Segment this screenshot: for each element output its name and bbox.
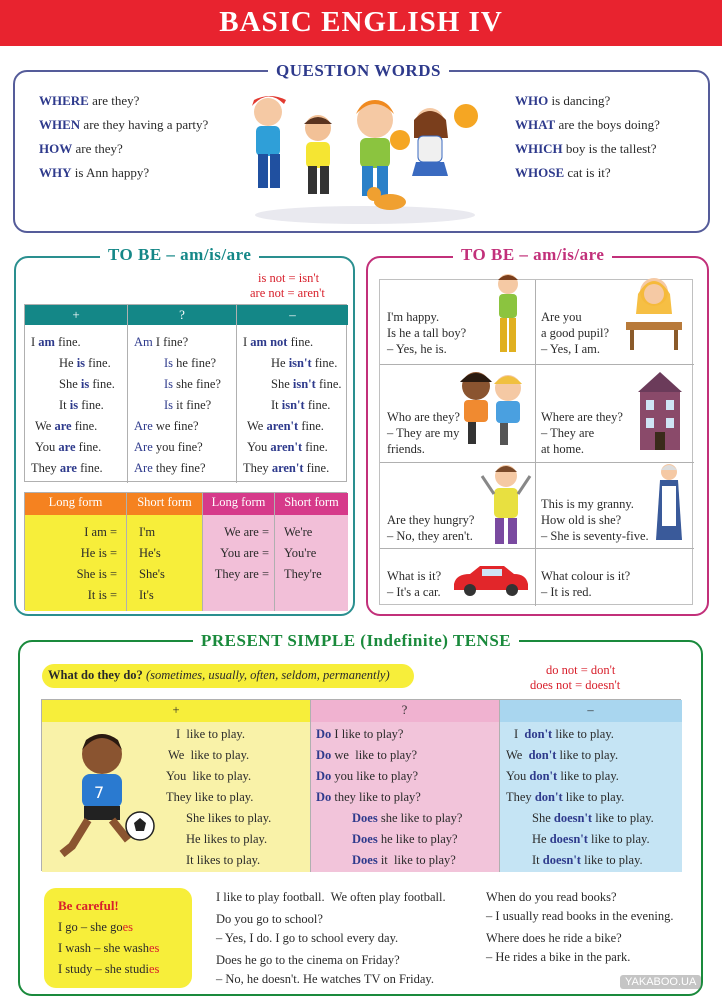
rest: fine. <box>298 419 324 433</box>
question-word: WHERE <box>39 93 89 108</box>
to-be-question-row <box>134 332 188 353</box>
rest: like to play. <box>587 832 650 846</box>
to-be-plus-row <box>35 416 97 437</box>
forms-header-short-2: Short form <box>284 495 339 509</box>
pronoun: You <box>35 440 59 454</box>
picture-cell-text <box>541 309 609 357</box>
verb: Does <box>352 832 378 846</box>
cell-line: – She is seventy-five. <box>541 529 649 543</box>
careful-ending: es <box>122 920 133 934</box>
pronoun: It <box>59 398 70 412</box>
forms-table <box>24 492 347 610</box>
short-form: He's <box>139 546 161 560</box>
cell-line: – It's a car. <box>387 585 441 599</box>
careful-base: I go – she go <box>58 920 123 934</box>
ps-question-row <box>352 829 458 850</box>
example-line: Do you go to school? <box>216 912 323 926</box>
cell-line: friends. <box>387 442 425 456</box>
to-be-minus-row <box>271 353 337 374</box>
pronoun: He <box>271 356 289 370</box>
verb: Do <box>316 748 332 762</box>
short-form: We're <box>284 525 313 539</box>
rest: like to play. <box>580 853 643 867</box>
question-rest: is Ann happy? <box>71 165 150 180</box>
to-be-question-row <box>164 395 211 416</box>
example-line: I like to play football. We often play football. <box>216 890 446 904</box>
rest: it like to play? <box>377 853 456 867</box>
question-word-row <box>39 141 123 157</box>
verb: am <box>38 335 55 349</box>
verb: isn't <box>292 377 316 391</box>
cell-line: This is my granny. <box>541 497 634 511</box>
to-be-plus-row <box>59 374 115 395</box>
cell-line: a good pupil? <box>541 326 610 340</box>
to-be-question-row <box>134 416 199 437</box>
verb: doesn't <box>549 832 588 846</box>
careful-base: I study – she studi <box>58 962 149 976</box>
watermark: YAKABOO.UA <box>620 975 701 989</box>
ps-minus-row <box>532 829 650 850</box>
picture-cell-text <box>387 568 441 600</box>
short-form: She's <box>139 567 165 581</box>
verb: Are <box>134 419 153 433</box>
cell-line: at home. <box>541 442 585 456</box>
rest: like to play. <box>552 727 614 741</box>
question-word-row <box>39 165 149 181</box>
verb: Is <box>164 356 174 370</box>
rest: they fine? <box>152 461 206 475</box>
verb: Does <box>352 853 378 867</box>
rest: we fine? <box>152 419 199 433</box>
pronoun: I <box>243 335 251 349</box>
long-form: You are = <box>220 546 269 560</box>
ps-minus-row <box>506 745 618 766</box>
pronoun: She <box>271 377 293 391</box>
verb: doesn't <box>553 811 593 825</box>
rest: I fine? <box>152 335 189 349</box>
to-be-question-row <box>164 353 216 374</box>
long-form: He is = <box>80 546 117 560</box>
question-rest: cat is it? <box>564 165 611 180</box>
rest: fine. <box>304 398 331 412</box>
pronoun: We <box>247 419 267 433</box>
to-be-question-row <box>134 458 206 479</box>
long-form: It is = <box>87 588 117 602</box>
forms-header-short-1: Short form <box>137 495 192 509</box>
pronoun: They <box>243 461 272 475</box>
rest: it fine? <box>173 398 212 412</box>
question-pill <box>42 664 414 688</box>
long-form: They are = <box>214 567 269 581</box>
careful-line <box>58 941 159 956</box>
granny-illustration <box>654 462 684 544</box>
pronoun: He <box>59 356 77 370</box>
pronoun: I <box>31 335 39 349</box>
example-line: Does he go to the cinema on Friday? <box>216 953 400 967</box>
rest: like to play. <box>556 748 619 762</box>
verb: is <box>76 356 86 370</box>
ps-question-row <box>316 745 417 766</box>
ps-minus-row <box>514 724 614 745</box>
rest: fine. <box>303 461 330 475</box>
rest: you fine? <box>152 440 203 454</box>
to-be-minus-row <box>271 374 342 395</box>
ps-question-row <box>352 850 456 871</box>
to-be-contraction-2: are not = aren't <box>250 286 325 300</box>
pronoun: We <box>35 419 55 433</box>
page-header <box>0 0 722 46</box>
verb: doesn't <box>542 853 581 867</box>
careful-line <box>58 962 159 977</box>
long-form: I am = <box>84 525 117 539</box>
pronoun: I <box>514 727 525 741</box>
ps-question-row <box>316 787 421 808</box>
short-form: I'm <box>139 525 156 539</box>
verb: aren't <box>270 440 303 454</box>
cell-line: – No, they aren't. <box>387 529 473 543</box>
rest: fine. <box>85 356 111 370</box>
to-be-contraction-1: is not = isn't <box>258 271 320 285</box>
pronoun: You <box>506 769 530 783</box>
picture-cell-text <box>541 409 623 457</box>
pronoun: It <box>271 398 282 412</box>
present-simple-title: PRESENT SIMPLE (Indefinite) TENSE <box>193 631 519 651</box>
question-rest: boy is the tallest? <box>562 141 657 156</box>
hungry-man-illustration <box>478 462 534 546</box>
rest: fine. <box>287 335 314 349</box>
to-be-plus-row <box>31 332 81 353</box>
verb: isn't <box>281 398 305 412</box>
example-line: – He rides a bike in the park. <box>486 950 631 964</box>
to-be-header-question: ? <box>128 305 236 325</box>
question-word: HOW <box>39 141 73 156</box>
pronoun: We <box>506 748 529 762</box>
example-line: – Yes, I do. I go to school every day. <box>216 931 399 945</box>
verb: Is <box>164 377 174 391</box>
question-rest: are they having a party? <box>80 117 209 132</box>
question-words-title: QUESTION WORDS <box>268 61 449 81</box>
careful-base: I wash – she wash <box>58 941 149 955</box>
tall-boy-illustration <box>488 272 528 356</box>
ps-minus-row <box>506 787 624 808</box>
verb: Do <box>316 790 332 804</box>
ps-minus-row <box>532 850 643 871</box>
verb: don't <box>528 748 557 762</box>
question-word: WHY <box>39 165 72 180</box>
question-rest: is dancing? <box>548 93 611 108</box>
cell-line: – They are my <box>387 426 460 440</box>
ps-minus-row <box>532 808 654 829</box>
question-word-row <box>515 165 611 181</box>
red-car-illustration <box>450 562 530 598</box>
to-be-minus-row <box>243 332 313 353</box>
question-note: (sometimes, usually, often, seldom, permanently) <box>145 668 390 682</box>
verb: Does <box>352 811 378 825</box>
careful-ending: es <box>148 941 160 955</box>
to-be-right-title: TO BE – am/is/are <box>453 245 612 265</box>
long-form: She is = <box>76 567 117 581</box>
to-be-plus-row <box>59 353 111 374</box>
cell-line: Are you <box>541 310 582 324</box>
short-form: They're <box>284 567 322 581</box>
to-be-plus-row <box>59 395 104 416</box>
cell-line: Where are they? <box>541 410 623 424</box>
question-rest: are they? <box>88 93 140 108</box>
rest: like to play. <box>562 790 625 804</box>
pronoun: It <box>532 853 543 867</box>
verb: am not <box>250 335 288 349</box>
cell-line: – It is red. <box>541 585 592 599</box>
ps-contraction-1: do not = don't <box>546 663 616 677</box>
example-line: When do you read books? <box>486 890 617 904</box>
question-word: WHEN <box>39 117 81 132</box>
ps-question-row <box>316 766 418 787</box>
verb: isn't <box>288 356 312 370</box>
verb: is <box>69 398 79 412</box>
friends-illustration <box>452 368 532 446</box>
example-line: – No, he doesn't. He watches TV on Friday. <box>216 972 434 986</box>
rest: I like to play? <box>331 727 404 741</box>
ps-plus-row: You like to play. <box>166 769 252 783</box>
ps-contraction-2: does not = doesn't <box>530 678 621 692</box>
rest: they like to play? <box>331 790 421 804</box>
rest: fine. <box>89 377 115 391</box>
cell-line: Is he a tall boy? <box>387 326 467 340</box>
to-be-table <box>24 304 347 482</box>
rest: fine. <box>54 335 81 349</box>
to-be-minus-row <box>271 395 330 416</box>
cell-line: Are they hungry? <box>387 513 475 527</box>
question-word: WHOSE <box>515 165 565 180</box>
question-word-row <box>39 93 139 109</box>
rest: she fine? <box>173 377 221 391</box>
question-word-row <box>515 141 657 157</box>
to-be-header-minus: – <box>237 305 348 325</box>
to-be-plus-row <box>35 437 101 458</box>
question-word: WHICH <box>515 141 563 156</box>
verb: Am <box>134 335 153 349</box>
rest: fine. <box>315 377 342 391</box>
verb: Are <box>134 461 153 475</box>
football-boy-illustration <box>48 728 158 868</box>
example-line: Where does he ride a bike? <box>486 931 622 945</box>
cell-line: How old is she? <box>541 513 622 527</box>
to-be-header-plus: + <box>25 305 127 325</box>
verb: Do <box>316 727 332 741</box>
question-word-row <box>515 117 660 133</box>
to-be-minus-row <box>247 437 328 458</box>
ps-question-row <box>316 724 403 745</box>
ps-plus-row: They like to play. <box>166 790 254 804</box>
pronoun: They <box>31 461 60 475</box>
rest: she like to play? <box>377 811 463 825</box>
ps-plus-row: He likes to play. <box>186 832 268 846</box>
short-form: You're <box>284 546 317 560</box>
picture-cell-text <box>387 309 466 357</box>
to-be-question-row <box>164 374 221 395</box>
question-label: What do they do? <box>48 668 143 682</box>
forms-header-long-2: Long form <box>211 495 266 509</box>
to-be-question-row <box>134 437 203 458</box>
picture-cell-text <box>541 568 630 600</box>
verb: don't <box>524 727 553 741</box>
verb: Are <box>134 440 153 454</box>
cell-line: – Yes, I am. <box>541 342 601 356</box>
rest: you like to play? <box>331 769 419 783</box>
verb: Is <box>164 398 174 412</box>
pronoun: He <box>532 832 550 846</box>
cell-line: – They are <box>541 426 595 440</box>
rest: fine. <box>71 419 98 433</box>
rest: we like to play? <box>331 748 418 762</box>
rest: he fine? <box>173 356 217 370</box>
question-word: WHAT <box>515 117 556 132</box>
rest: fine. <box>78 398 104 412</box>
ps-question-row <box>352 808 462 829</box>
question-word: WHO <box>515 93 549 108</box>
question-word-row <box>39 117 208 133</box>
rest: he like to play? <box>377 832 458 846</box>
to-be-minus-row <box>243 458 329 479</box>
pronoun: They <box>506 790 535 804</box>
verb: aren't <box>271 461 304 475</box>
cell-line: I'm happy. <box>387 310 440 324</box>
rest: fine. <box>302 440 328 454</box>
dancing-kids-illustration <box>240 90 490 225</box>
pronoun: She <box>532 811 554 825</box>
verb: are <box>54 419 72 433</box>
verb: are <box>59 461 77 475</box>
question-rest: are the boys doing? <box>555 117 660 132</box>
cell-line: What is it? <box>387 569 442 583</box>
to-be-plus-row <box>31 458 103 479</box>
pupil-illustration <box>620 274 684 354</box>
ps-header-minus: – <box>587 703 594 717</box>
careful-ending: es <box>148 962 160 976</box>
ps-plus-row: We like to play. <box>168 748 250 762</box>
verb: is <box>80 377 90 391</box>
rest: fine. <box>76 461 103 475</box>
to-be-left-title: TO BE – am/is/are <box>100 245 259 265</box>
to-be-minus-row <box>247 416 324 437</box>
picture-cell-text <box>387 512 474 544</box>
pronoun: She <box>59 377 81 391</box>
picture-cell-text <box>541 496 649 544</box>
example-line: – I usually read books in the evening. <box>486 909 674 923</box>
verb: are <box>58 440 76 454</box>
pronoun: You <box>247 440 271 454</box>
ps-plus-row: It likes to play. <box>186 853 261 867</box>
svg-text:7: 7 <box>94 783 105 802</box>
cell-line: – Yes, he is. <box>387 342 447 356</box>
verb: Do <box>316 769 332 783</box>
ps-header-plus: + <box>172 703 180 717</box>
be-careful-title: Be careful! <box>58 898 119 913</box>
long-form: We are = <box>224 525 269 539</box>
rest: fine. <box>311 356 338 370</box>
careful-line <box>58 920 133 935</box>
question-word-row <box>515 93 610 109</box>
ps-minus-row <box>506 766 619 787</box>
short-form: It's <box>139 588 154 602</box>
rest: fine. <box>75 440 102 454</box>
picture-cell-text <box>387 409 460 457</box>
rest: like to play. <box>557 769 619 783</box>
page-title: BASIC ENGLISH IV <box>219 6 503 38</box>
verb: don't <box>529 769 558 783</box>
ps-header-question: ? <box>401 703 408 717</box>
verb: aren't <box>266 419 299 433</box>
cell-line: What colour is it? <box>541 569 631 583</box>
ps-plus-row: I like to play. <box>176 727 245 741</box>
cell-line: Who are they? <box>387 410 460 424</box>
forms-header-long-1: Long form <box>48 495 103 509</box>
rest: like to play. <box>592 811 654 825</box>
verb: don't <box>534 790 563 804</box>
ps-plus-row: She likes to play. <box>186 811 272 825</box>
question-rest: are they? <box>72 141 123 156</box>
house-illustration <box>636 372 684 452</box>
